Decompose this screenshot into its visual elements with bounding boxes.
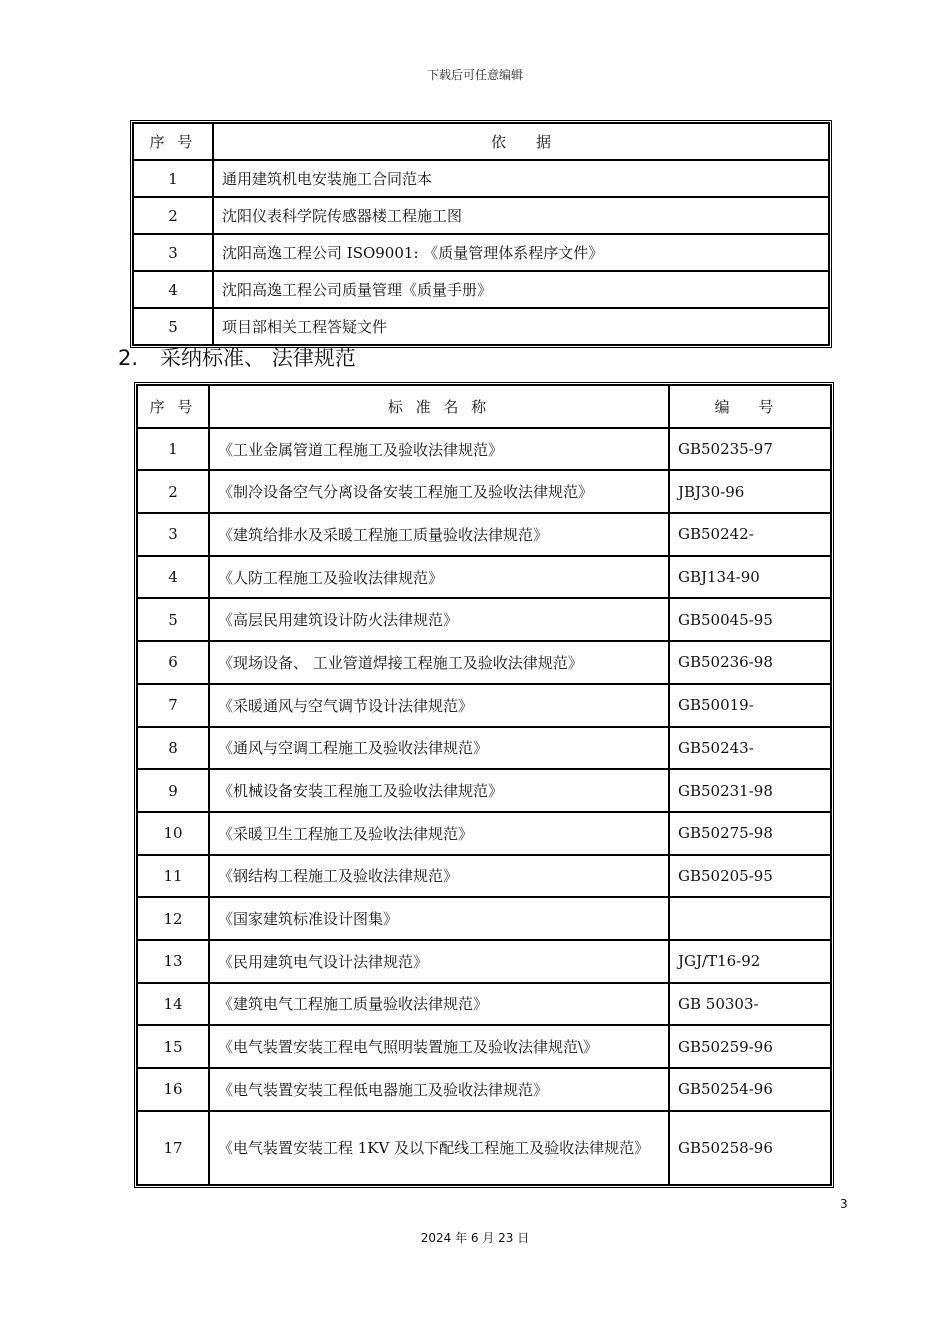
table-row bbox=[133, 234, 829, 271]
row-number: 15 bbox=[137, 1025, 209, 1068]
table-row bbox=[137, 513, 831, 556]
table-header-row bbox=[133, 123, 829, 160]
section-title: 采纳标准、 法律规范 bbox=[160, 346, 356, 370]
row-standard-name: 《国家建筑标准设计图集》 bbox=[209, 897, 669, 940]
row-number: 2 bbox=[137, 470, 209, 513]
row-number: 17 bbox=[137, 1111, 209, 1185]
table-row bbox=[137, 983, 831, 1026]
table-row bbox=[137, 812, 831, 855]
row-number: 8 bbox=[137, 727, 209, 770]
row-standard-code: GB50236-98 bbox=[669, 641, 831, 684]
table-row bbox=[137, 855, 831, 898]
row-number: 7 bbox=[137, 684, 209, 727]
table-row bbox=[137, 428, 831, 471]
row-number: 3 bbox=[133, 234, 213, 271]
row-standard-code bbox=[669, 897, 831, 940]
row-standard-name: 《机械设备安装工程施工及验收法律规范》 bbox=[209, 769, 669, 812]
table-row bbox=[133, 271, 829, 308]
row-standard-name: 《采暖通风与空气调节设计法律规范》 bbox=[209, 684, 669, 727]
row-standard-code: GB50258-96 bbox=[669, 1111, 831, 1185]
row-basis: 项目部相关工程答疑文件 bbox=[213, 308, 829, 345]
table-row bbox=[137, 897, 831, 940]
row-standard-code: GB50019- bbox=[669, 684, 831, 727]
table-row bbox=[137, 556, 831, 599]
row-number: 11 bbox=[137, 855, 209, 898]
table-row bbox=[137, 769, 831, 812]
row-standard-name: 《工业金属管道工程施工及验收法律规范》 bbox=[209, 428, 669, 471]
row-standard-name: 《电气装置安装工程低电器施工及验收法律规范》 bbox=[209, 1068, 669, 1111]
row-number: 4 bbox=[137, 556, 209, 599]
row-standard-name: 《建筑电气工程施工质量验收法律规范》 bbox=[209, 983, 669, 1026]
row-basis: 沈阳高逸工程公司 ISO9001: 《质量管理体系程序文件》 bbox=[213, 234, 829, 271]
row-standard-name: 《电气装置安装工程电气照明装置施工及验收法律规范\》 bbox=[209, 1025, 669, 1068]
row-number: 3 bbox=[137, 513, 209, 556]
row-standard-name: 《制冷设备空气分离设备安装工程施工及验收法律规范》 bbox=[209, 470, 669, 513]
row-standard-name: 《通风与空调工程施工及验收法律规范》 bbox=[209, 727, 669, 770]
table-row bbox=[133, 197, 829, 234]
row-number: 2 bbox=[133, 197, 213, 234]
section-number: 2. bbox=[118, 346, 139, 370]
row-number: 4 bbox=[133, 271, 213, 308]
table-row bbox=[137, 598, 831, 641]
table-header-row bbox=[137, 385, 831, 428]
row-standard-code: GBJ134-90 bbox=[669, 556, 831, 599]
row-standard-name: 《人防工程施工及验收法律规范》 bbox=[209, 556, 669, 599]
table-row bbox=[137, 1025, 831, 1068]
row-standard-code: GB 50303- bbox=[669, 983, 831, 1026]
column-header-no: 序 号 bbox=[137, 385, 209, 428]
row-number: 12 bbox=[137, 897, 209, 940]
row-number: 1 bbox=[133, 160, 213, 197]
column-header-code: 编 号 bbox=[669, 385, 831, 428]
row-standard-code: GB50254-96 bbox=[669, 1068, 831, 1111]
page-footer-date: 2024 年 6 月 23 日 bbox=[420, 1231, 530, 1245]
row-standard-name: 《高层民用建筑设计防火法律规范》 bbox=[209, 598, 669, 641]
row-standard-name: 《电气装置安装工程 1KV 及以下配线工程施工及验收法律规范》 bbox=[209, 1111, 669, 1185]
row-standard-name: 《采暖卫生工程施工及验收法律规范》 bbox=[209, 812, 669, 855]
row-standard-code: GB50235-97 bbox=[669, 428, 831, 471]
row-standard-name: 《民用建筑电气设计法律规范》 bbox=[209, 940, 669, 983]
row-standard-code: GB50045-95 bbox=[669, 598, 831, 641]
column-header-name: 标 准 名 称 bbox=[209, 385, 669, 428]
row-standard-name: 《钢结构工程施工及验收法律规范》 bbox=[209, 855, 669, 898]
section-heading bbox=[118, 342, 356, 372]
page-number: 3 bbox=[840, 1197, 848, 1211]
row-number: 13 bbox=[137, 940, 209, 983]
table-row bbox=[133, 160, 829, 197]
column-header-no: 序 号 bbox=[133, 123, 213, 160]
row-basis: 沈阳高逸工程公司质量管理《质量手册》 bbox=[213, 271, 829, 308]
row-number: 16 bbox=[137, 1068, 209, 1111]
row-standard-code: GB50231-98 bbox=[669, 769, 831, 812]
row-standard-code: JBJ30-96 bbox=[669, 470, 831, 513]
row-standard-code: JGJ/T16-92 bbox=[669, 940, 831, 983]
row-standard-code: GB50259-96 bbox=[669, 1025, 831, 1068]
row-standard-code: GB50243- bbox=[669, 727, 831, 770]
basis-table bbox=[130, 120, 832, 348]
page-header: 下载后可任意编辑 bbox=[426, 68, 523, 82]
row-number: 5 bbox=[137, 598, 209, 641]
row-basis: 通用建筑机电安装施工合同范本 bbox=[213, 160, 829, 197]
row-standard-code: GB50242- bbox=[669, 513, 831, 556]
table-row bbox=[137, 727, 831, 770]
row-number: 10 bbox=[137, 812, 209, 855]
table-row bbox=[137, 684, 831, 727]
table-row bbox=[137, 470, 831, 513]
standards-table bbox=[134, 382, 834, 1188]
row-standard-name: 《现场设备、 工业管道焊接工程施工及验收法律规范》 bbox=[209, 641, 669, 684]
column-header-basis: 依 据 bbox=[213, 123, 829, 160]
row-basis: 沈阳仪表科学院传感器楼工程施工图 bbox=[213, 197, 829, 234]
row-number: 14 bbox=[137, 983, 209, 1026]
row-standard-name: 《建筑给排水及采暖工程施工质量验收法律规范》 bbox=[209, 513, 669, 556]
row-number: 5 bbox=[133, 308, 213, 345]
row-standard-code: GB50275-98 bbox=[669, 812, 831, 855]
row-number: 9 bbox=[137, 769, 209, 812]
row-standard-code: GB50205-95 bbox=[669, 855, 831, 898]
table-row bbox=[137, 1111, 831, 1185]
row-number: 1 bbox=[137, 428, 209, 471]
table-row bbox=[137, 940, 831, 983]
table-row bbox=[137, 641, 831, 684]
table-row bbox=[133, 308, 829, 345]
row-number: 6 bbox=[137, 641, 209, 684]
table-row bbox=[137, 1068, 831, 1111]
